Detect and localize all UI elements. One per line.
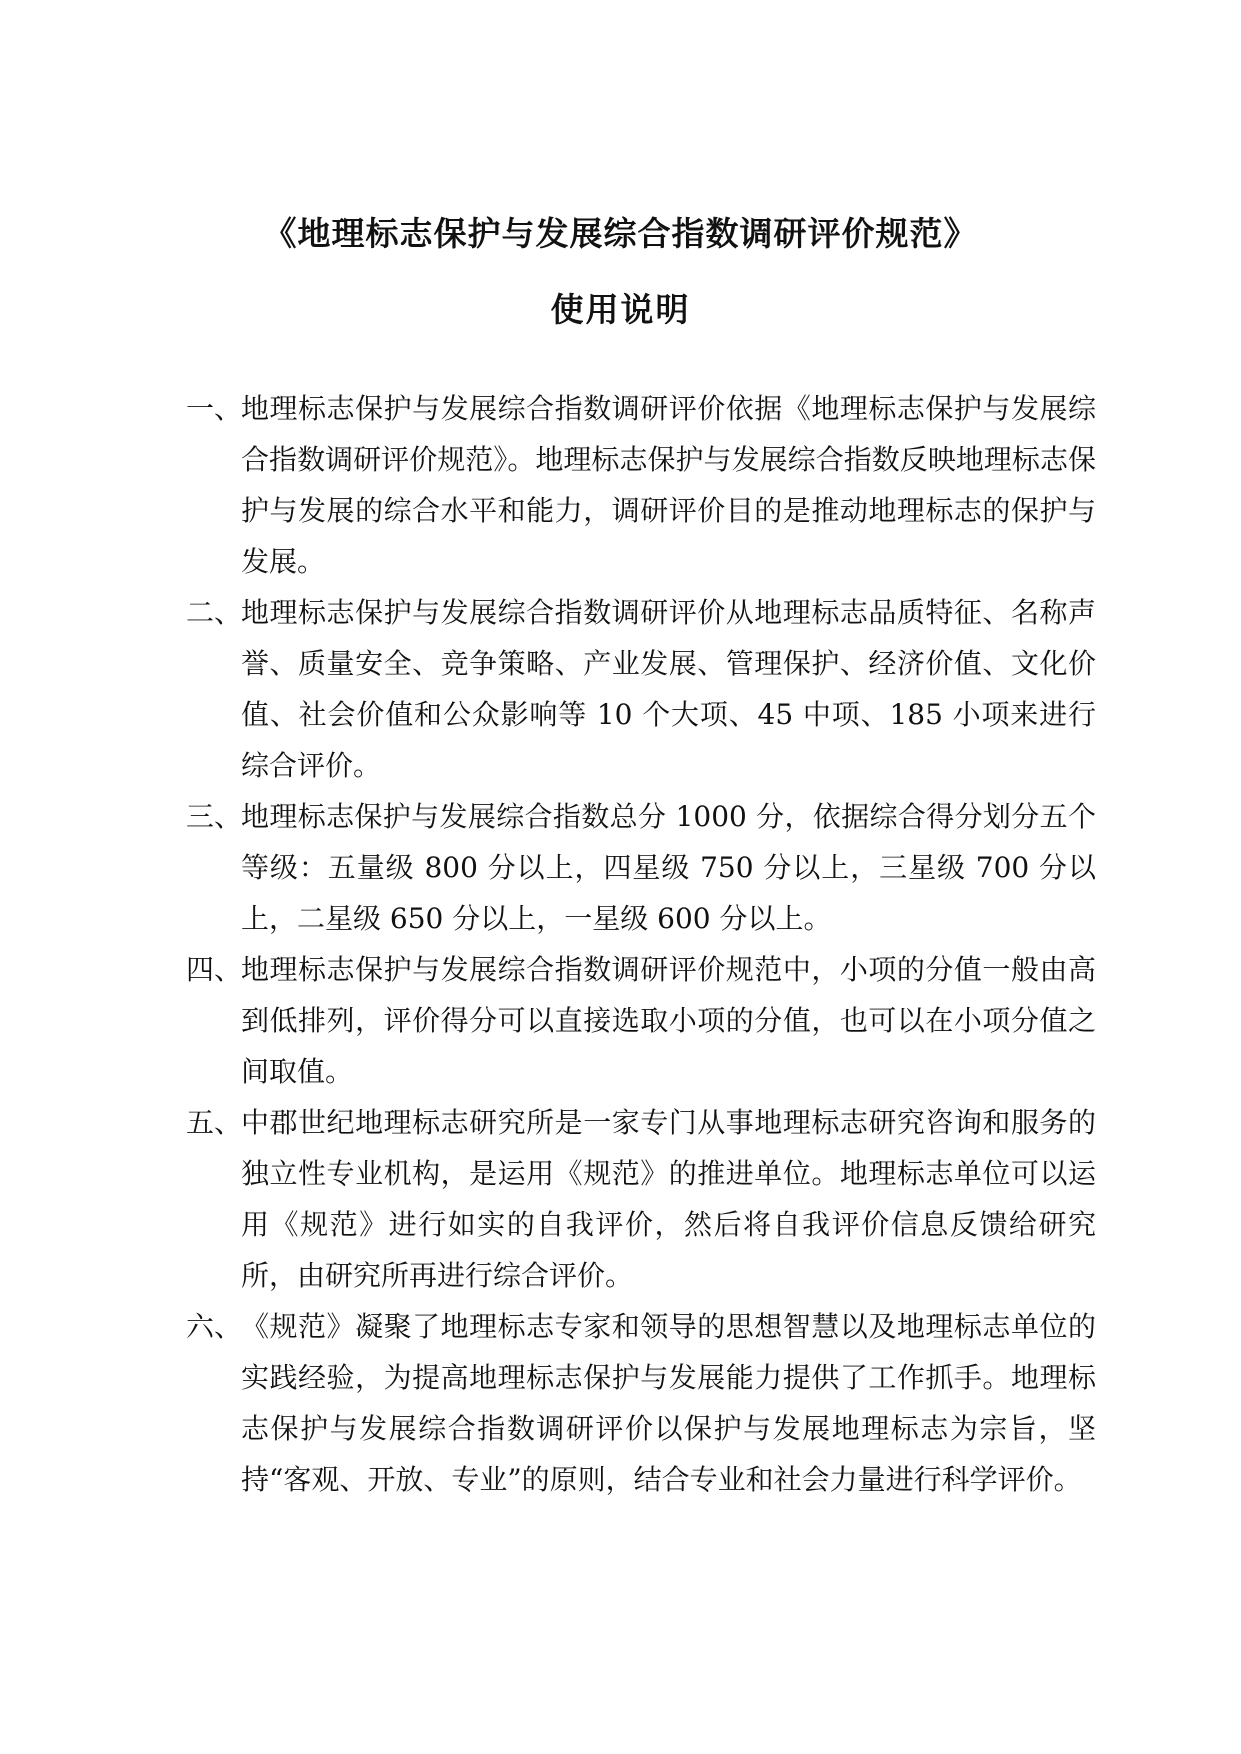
instruction-list: [186, 383, 1096, 1505]
document-title: 《地理标志保护与发展综合指数调研评价规范》: [263, 214, 978, 253]
list-item: [186, 587, 1096, 791]
list-item: [186, 791, 1096, 944]
item-text: 地理标志保护与发展综合指数调研评价规范中，小项的分值一般由高到低排列，评价得分可以直接选取小项的分值，也可以在小项分值之间取值。: [241, 953, 1096, 1088]
item-text: 中郡世纪地理标志研究所是一家专门从事地理标志研究咨询和服务的独立性专业机构，是运用《规范》的推进单位。地理标志单位可以运用《规范》进行如实的自我评价，然后将自我评价信息反馈给研究所，由研究所再进行综合评价。: [241, 1106, 1096, 1292]
item-number: 六、: [186, 1310, 243, 1343]
item-text: 地理标志保护与发展综合指数调研评价依据《地理标志保护与发展综合指数调研评价规范》。地理标志保护与发展综合指数反映地理标志保护与发展的综合水平和能力，调研评价目的是推动地理标志的保护与发展。: [241, 392, 1096, 578]
list-item: [186, 944, 1096, 1097]
item-text: 地理标志保护与发展综合指数总分 1000 分，依据综合得分划分五个等级：五量级 800 分以上，四星级 750 分以上，三星级 700 分以上，二星级 650 分以上，一星级 600 分以上。: [241, 800, 1096, 935]
item-number: 五、: [186, 1106, 243, 1139]
list-item: [186, 1301, 1096, 1505]
title-block: [0, 212, 1241, 332]
item-number: 三、: [186, 800, 243, 833]
item-number: 二、: [186, 596, 243, 629]
item-number: 四、: [186, 953, 243, 986]
item-text: 地理标志保护与发展综合指数调研评价从地理标志品质特征、名称声誉、质量安全、竞争策略、产业发展、管理保护、经济价值、文化价值、社会价值和公众影响等 10 个大项、45 中项、185 小项来进行综合评价。: [241, 596, 1096, 782]
list-item: [186, 383, 1096, 587]
item-number: 一、: [186, 392, 243, 425]
item-text: 《规范》凝聚了地理标志专家和领导的思想智慧以及地理标志单位的实践经验，为提高地理标志保护与发展能力提供了工作抓手。地理标志保护与发展综合指数调研评价以保护与发展地理标志为宗旨，坚持“客观、开放、专业”的原则，结合专业和社会力量进行科学评价。: [241, 1310, 1096, 1496]
list-item: [186, 1097, 1096, 1301]
document-subtitle: 使用说明: [550, 290, 691, 329]
